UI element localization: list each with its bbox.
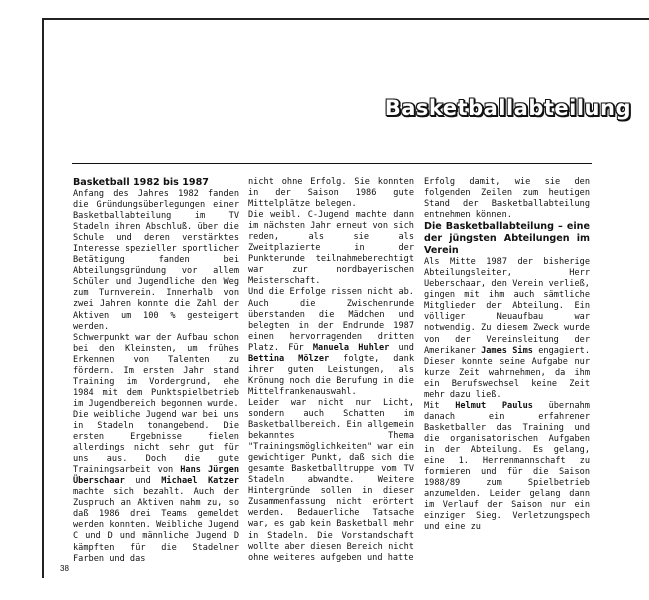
page-frame-top-border (42, 18, 649, 20)
paragraph (248, 287, 414, 397)
paragraph-text: übernahm danach ein erfahrener Basketballer das Training und die organisatorischen Aufgaben in der Abteilung. Es gelang, eine 1. Herrenmannschaft zu formieren und für die Saison 1988/89 zum Spielbetrieb anzumelden. Leider gelang dann im Verlauf der Saison nur ein einziger Sieg. Verletzungspech und eine zu (424, 400, 590, 533)
section-heading-1: Basketball 1982 bis 1987 (73, 177, 209, 188)
text-column-1 (73, 177, 239, 565)
person-name: Michael Katzer (161, 476, 239, 487)
paragraph: Leider war nicht nur Licht, sondern auch Schatten im Basketballbereich. Ein allgemein bekanntes Thema "Trainingsmöglichkeiten" war ein gewichtiger Punkt, daß sich die gesamte Basketballtruppe vom TV Stadeln abwandte. Weitere Hintergründe sollen in dieser Zusammenfassung nicht erörtert werden. Bedauerliche Tatsache war, es gab kein Basketball mehr in Stadeln. Die Vorstandschaft wollte aber diesen Bereich nicht ohne weiteres aufgeben und hatte (248, 397, 414, 563)
paragraph (424, 401, 590, 534)
paragraph: Schwerpunkt war der Aufbau schon bei den Kleinsten, um frühes Erkennen von Talenten zu fördern. Im ersten Jahr stand Training im Vordergrund, ehe 1984 mit dem Punktspielbetrieb im Jugendbereich begonnen wurde. (73, 332, 239, 409)
page-frame-left-border (42, 18, 44, 578)
paragraph-text: Die weibliche Jugend war bei uns in Stadeln tonangebend. Die ersten Ergebnisse fielen allerdings nicht sehr gut für uns aus. Doch die gute Trainingsarbeit von (73, 409, 239, 476)
paragraph (73, 410, 239, 565)
title-divider (72, 163, 592, 164)
person-name: Bettina Mölzer (248, 353, 330, 364)
text-column-2 (248, 177, 414, 564)
paragraph-text: und (398, 342, 414, 353)
paragraph (424, 257, 590, 401)
text-column-3 (424, 177, 590, 533)
paragraph-text: folgte, dank ihrer guten Leistungen, als Krönung noch die Berufung in die Mittelfrankenauswahl. (248, 353, 414, 397)
person-name: Helmut Paulus (455, 400, 533, 411)
paragraph-text: machte sich bezahlt. Auch der Zuspruch an Aktiven nahm zu, so daß 1986 drei Teams gemeldet werden konnten. Weibliche Jugend C und D und männliche Jugend D kämpften für die Stadelner Farben und das (73, 487, 239, 564)
paragraph-text: und (135, 476, 151, 487)
paragraph: nicht ohne Erfolg. Sie konnten in der Saison 1986 gute Mittelplätze belegen. (248, 177, 414, 210)
section-heading-2: Die Basketballabteilung – eine der jüngsten Abteilungen im Verein (424, 221, 590, 257)
person-name: Hans Jürgen Überschaar (73, 465, 239, 487)
paragraph: Anfang des Jahres 1982 fanden die Gründungsüberlegungen einer Basketballabteilung im TV Stadeln ihren Abschluß. über die Schule und deren verstärktes Interesse spezieller sportlicher Betätigung fanden bei Abteilungsgründung vor allem Schüler und Jugendliche den Weg zum Turnverein. Innerhalb von zwei Jahren konnte die Zahl der Aktiven um 100 % gesteigert werden. (73, 189, 239, 332)
person-name: Manuela Huhler (312, 342, 390, 353)
paragraph-text: Und die Erfolge rissen nicht ab. Auch die Zwischenrunde überstanden die Mädchen und belegten in der Endrunde 1987 einen hervorragenden dritten Platz. Für (248, 287, 414, 353)
paragraph: Erfolg damit, wie sie den folgenden Zeilen zum heutigen Stand der Basketballabteilung entnehmen können. (424, 177, 590, 221)
paragraph: Die weibl. C-Jugend machte dann im nächsten Jahr erneut von sich reden, als sie als Zweitplazierte in der Punkterunde teilnahmeberechtigt war zur nordbayerischen Meisterschaft. (248, 210, 414, 287)
person-name: James Sims (481, 345, 533, 356)
page-title: Basketballabteilung (384, 96, 631, 120)
paragraph-text: engagiert. Dieser konnte seine Aufgabe nur kurze Zeit wahrnehmen, da ihm ein Berufswechsel keine Zeit mehr dazu ließ. (424, 345, 590, 400)
page-number: 38 (60, 564, 69, 573)
paragraph-text: Mit (424, 400, 440, 411)
paragraph-text: Als Mitte 1987 der bisherige Abteilungsleiter, Herr Ueberschaar, den Verein verließ, gingen mit ihm auch sämtliche Mitglieder der Abteilung. Ein völliger Neuaufbau war notwendig. Zu diesem Zweck wurde von der Vereinsleitung der Amerikaner (424, 257, 590, 356)
